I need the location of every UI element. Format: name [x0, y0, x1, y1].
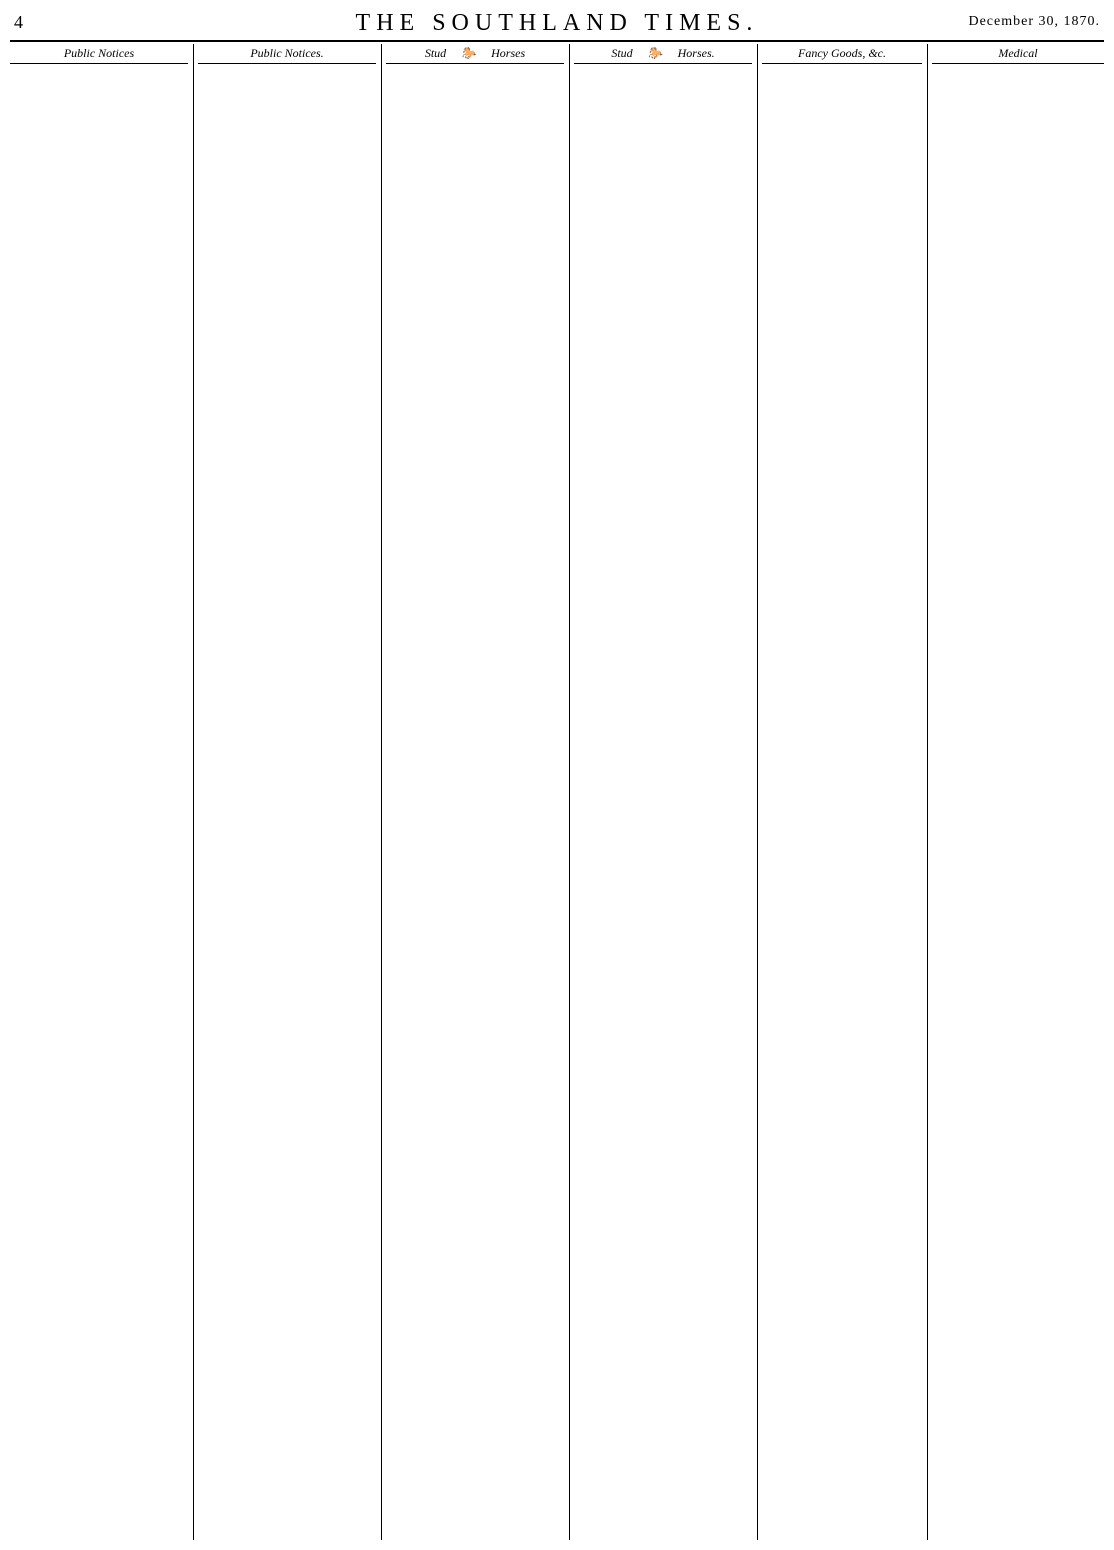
horse-icon: 🐎	[449, 46, 489, 60]
section-label-right: Horses	[491, 46, 526, 60]
column-public-notices-2	[198, 46, 376, 1540]
section-label: Public Notices.	[198, 46, 376, 64]
horse-icon: 🐎	[635, 46, 675, 60]
section-label: Fancy Goods, &c.	[762, 46, 922, 64]
column-fancy-goods	[762, 46, 922, 1540]
column-stud-horses-1	[386, 46, 564, 1540]
masthead-bar	[0, 0, 1114, 40]
column-divider	[381, 44, 382, 1540]
section-label-left: Stud	[424, 46, 447, 60]
section-label-right: Horses.	[677, 46, 715, 60]
issue-date: December 30, 1870.	[968, 14, 1100, 29]
header-rule	[10, 40, 1104, 42]
section-label-left: Stud	[611, 46, 633, 60]
column-divider	[927, 44, 928, 1540]
section-label	[574, 46, 752, 64]
section-label	[386, 46, 564, 64]
column-stud-horses-2	[574, 46, 752, 1540]
page-number: 4	[14, 12, 23, 32]
newspaper-title: THE SOUTHLAND TIMES.	[355, 10, 759, 36]
section-label: Medical	[932, 46, 1104, 64]
column-divider	[757, 44, 758, 1540]
column-divider	[569, 44, 570, 1540]
column-divider	[193, 44, 194, 1540]
column-medical	[932, 46, 1104, 1540]
column-public-notices-1	[10, 46, 188, 1540]
section-label: Public Notices	[10, 46, 188, 64]
